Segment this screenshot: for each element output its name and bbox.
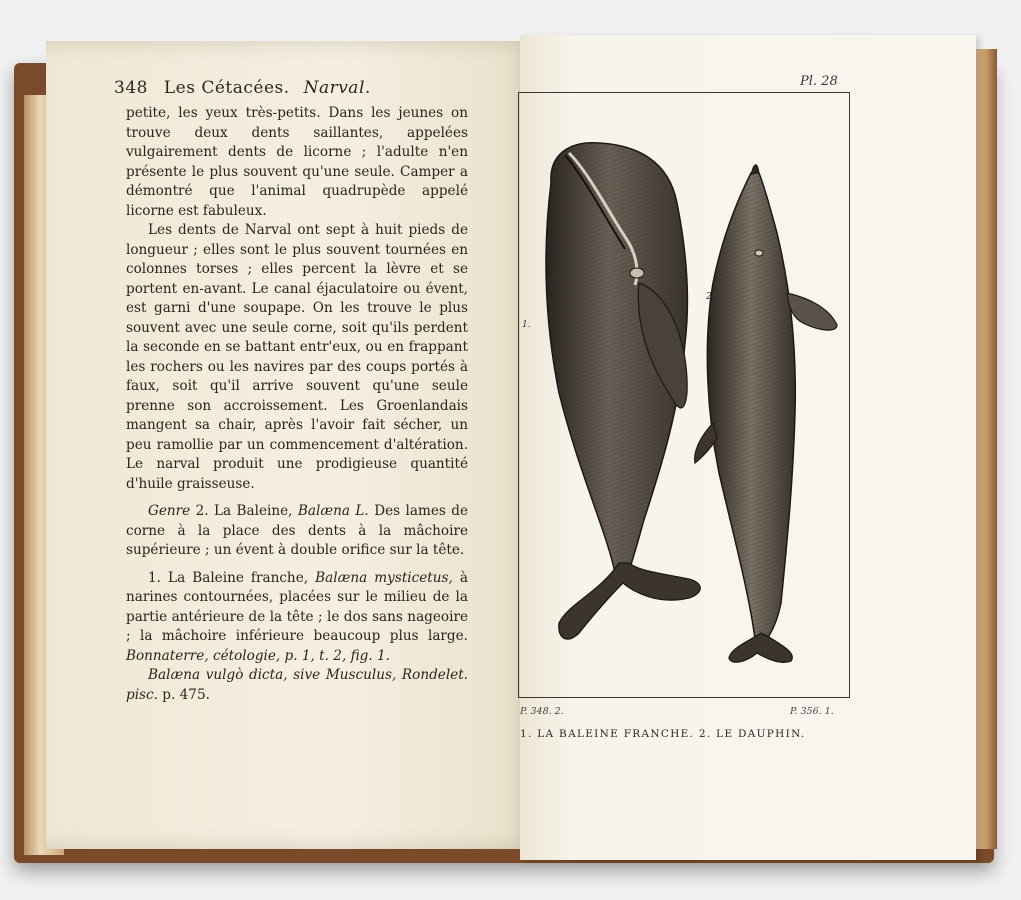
figure-1-label: 1. (522, 320, 531, 330)
whale-tail (559, 563, 701, 639)
synonym-page: p. 475. (162, 686, 210, 703)
plate-caption: 1. LA BALEINE FRANCHE. 2. LE DAUPHIN. (520, 728, 806, 740)
running-header (114, 78, 494, 98)
dolphin-flipper (787, 293, 837, 330)
plate-reference-right: P. 356. 1. (790, 706, 834, 717)
genre-paragraph (126, 502, 468, 561)
genre-name: 2. La Baleine, (195, 503, 293, 519)
dolphin-fin (695, 423, 717, 463)
paragraph-1: petite, les yeux très-petits. Dans les jeunes on trouve deux dents saillantes, appelées vulgairement dents de licorne ; l'adulte n'en présente le plus souvent qu'une seule. Camper a démontré que l'animal quadrupède appelé licorne est fabuleux. (126, 105, 468, 219)
synonym-text: Balæna vulgò dicta, sive Musculus, Rondelet. pisc. (126, 667, 468, 703)
genre-latin: Balæna L. (297, 503, 369, 519)
species-latin: Balæna mysticetus, (315, 569, 453, 586)
left-page-text (126, 104, 468, 705)
dolphin-tail (729, 633, 792, 662)
running-head-genus: Narval. (303, 78, 371, 98)
species-reference: Bonnaterre, cétologie, p. 1, t. 2, fig. 1. (126, 647, 390, 664)
genre-text: Des lames de corne à la place des dents à la mâchoire supérieure ; un évent à double orifice sur la tête. (126, 503, 469, 558)
species-paragraph (126, 569, 468, 667)
synonym-paragraph (126, 666, 468, 705)
figure-2-label: 2. (706, 292, 715, 302)
species-text: à narines contournées, placées sur le milieu de la partie antérieure de la tête ; le dos sans nageoire ; la mâchoire inférieure beaucoup plus large. (126, 569, 469, 644)
species-name: 1. La Baleine franche, (148, 569, 309, 586)
paragraph-2: Les dents de Narval ont sept à huit pieds de longueur ; elles sont le plus souvent tournées en colonnes torses ; elles percent la lèvre et se portent en-avant. Le canal éjaculatoire ou évent, est garni d'une soupape. On les trouve le plus souvent avec une seule corne, soit qu'ils perdent la seconde en se battant entr'eux, ou en frappant les rochers ou les navires par des coups portés à faux, soit qu'il arrive souvent qu'une seule prenne son accroissement. Les Groenlandais mangent sa chair, après l'avoir fait sécher, un peu ramollie par un commencement d'altération. Le narval produit une prodigieuse quantité d'huile graisseuse. (126, 222, 468, 492)
whale-dolphin-engraving (519, 93, 849, 697)
page-number: 348 (114, 78, 148, 98)
running-head-title: Les Cétacées. (163, 78, 290, 98)
engraving-plate (518, 92, 850, 698)
genre-label: Genre (148, 503, 191, 519)
plate-number: Pl. 28 (800, 74, 838, 89)
plate-reference-left: P. 348. 2. (520, 706, 564, 717)
